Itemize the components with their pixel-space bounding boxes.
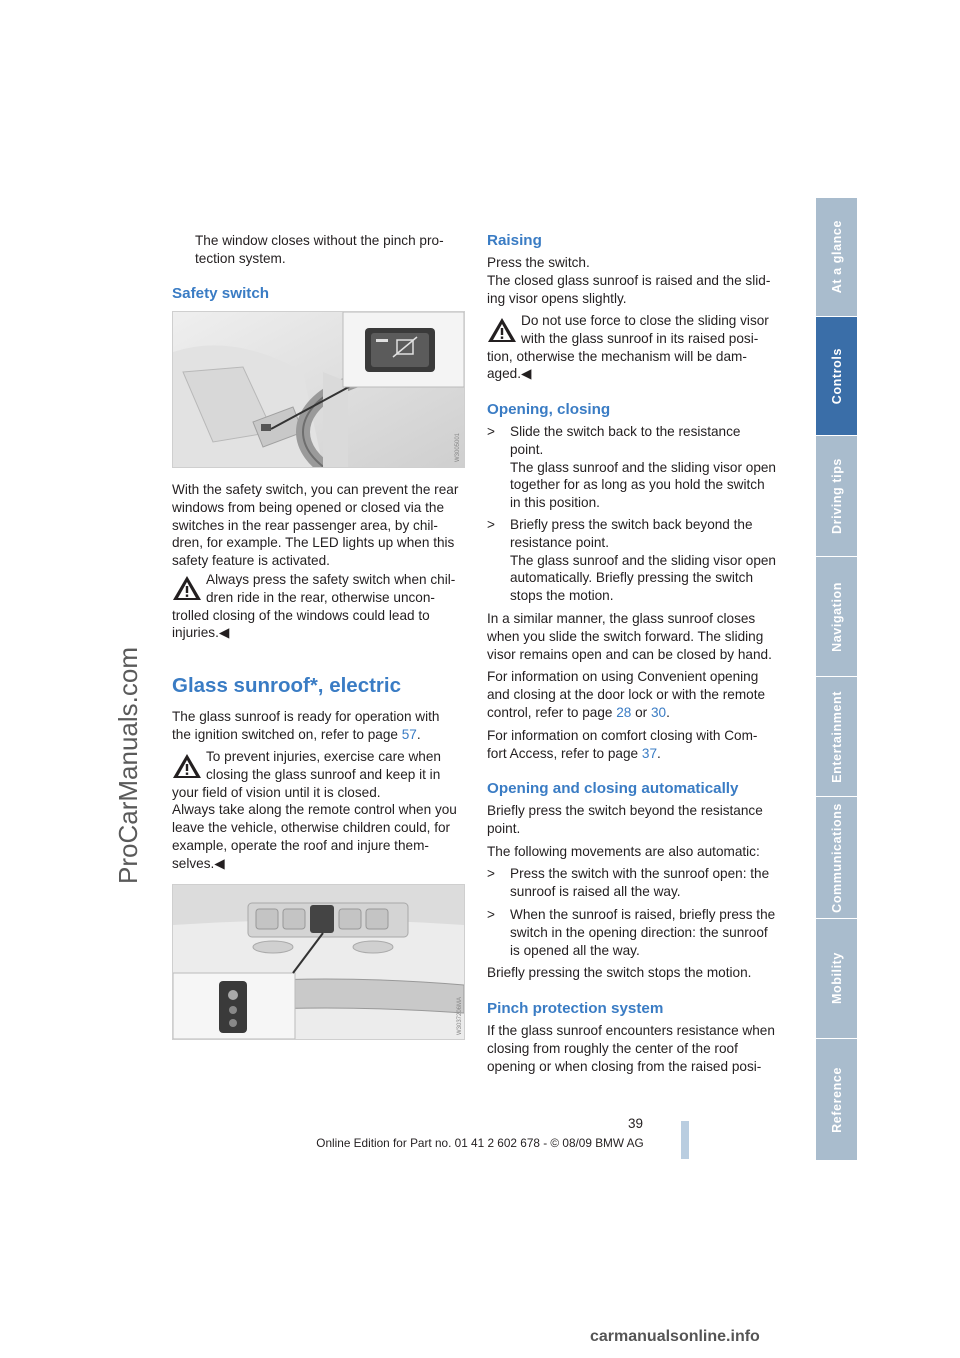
punct: . (657, 745, 661, 761)
line: leave the vehicle, otherwise children could, for (172, 820, 451, 836)
pinch-body (487, 1022, 779, 1075)
intro-text (195, 232, 464, 268)
line: Slide the switch back to the resistance (510, 424, 741, 439)
line: automatically. Briefly pressing the switch (510, 570, 754, 586)
line: Do not use force to close the sliding visor (521, 313, 769, 328)
line: Press the switch with the sunroof open: the (510, 866, 770, 881)
list-item-text (510, 865, 779, 901)
bullet: > (487, 907, 495, 922)
tab-entertainment[interactable] (816, 677, 857, 796)
footer-text: Online Edition for Part no. 01 41 2 602 678 - © 08/09 BMW AG (316, 1136, 644, 1150)
line: sunroof is raised all the way. (510, 883, 681, 899)
line: The glass sunroof is ready for operation with (172, 709, 440, 724)
line: closing from roughly the center of the roof (487, 1040, 738, 1056)
line: dren ride in the rear, otherwise uncon- (206, 589, 435, 605)
line: tion, otherwise the mechanism will be dam- (487, 348, 747, 364)
page-link-30[interactable]: 30 (650, 704, 667, 720)
line: closing the glass sunroof and keep it in (206, 766, 441, 782)
line: selves.◀ (172, 855, 225, 871)
auto-body2: The following movements are also automatic: (487, 844, 760, 859)
tab-label: Communications (829, 802, 844, 913)
sunroof-warning (172, 748, 464, 873)
line: For information on comfort closing with Com- (487, 728, 758, 743)
tab-navigation[interactable] (816, 557, 857, 676)
page-link-28[interactable]: 28 (616, 704, 632, 720)
punct: . (666, 704, 670, 720)
line: injuries.◀ (172, 625, 230, 641)
bullet: > (487, 866, 495, 881)
line: The window closes without the pinch pro- (195, 233, 444, 248)
auto-heading: Opening and closing automatically (487, 780, 739, 797)
bullet: > (487, 517, 495, 532)
line: For information on using Convenient opening (487, 669, 759, 684)
line: resistance point. (510, 534, 609, 550)
raising-heading: Raising (487, 232, 542, 249)
safety-switch-photo (172, 311, 465, 468)
line: In a similar manner, the glass sunroof closes (487, 611, 756, 626)
list-item-text (510, 423, 779, 512)
tab-mobility[interactable] (816, 919, 857, 1038)
opening-closing-para2 (487, 668, 779, 721)
list-item-text (510, 516, 779, 605)
line: and closing at the door lock or with the remote (487, 686, 766, 702)
pinch-heading: Pinch protection system (487, 1000, 664, 1017)
tab-label: Mobility (829, 952, 844, 1005)
line: tection system. (195, 250, 286, 266)
list-item-text (510, 906, 779, 959)
line: is opened all the way. (510, 942, 640, 958)
safety-switch-illustration (173, 312, 464, 467)
tab-label: Entertainment (829, 690, 844, 783)
sunroof-switch-illustration (173, 885, 464, 1039)
line: switches in the rear passenger area, by chil- (172, 517, 438, 533)
line: when you slide the switch forward. The sliding (487, 628, 764, 644)
sunroof-switch-photo (172, 884, 465, 1040)
auto-body3: Briefly pressing the switch stops the motion. (487, 965, 752, 980)
line: Always take along the remote control when you (172, 802, 457, 818)
opening-closing-para1 (487, 610, 779, 663)
safety-switch-body (172, 481, 464, 570)
photo-code: W3037206MA (457, 996, 463, 1035)
watermark-text: ProCarManuals.com (112, 646, 143, 884)
safety-switch-heading: Safety switch (172, 285, 270, 302)
tab-label: Navigation (829, 581, 844, 652)
line: dren, for example. The LED lights up when this (172, 535, 455, 551)
raising-body (487, 254, 779, 307)
tab-at-a-glance[interactable] (816, 198, 857, 316)
line: together for as long as you hold the switch (510, 477, 765, 493)
or: or (631, 704, 651, 720)
tab-label: Controls (829, 347, 844, 405)
line: visor remains open and can be closed by hand. (487, 646, 772, 662)
page-number: 39 (628, 1116, 644, 1131)
line: The glass sunroof and the sliding visor open (510, 552, 776, 568)
safety-switch-warning (172, 571, 464, 642)
line: example, operate the roof and injure them- (172, 837, 429, 853)
sunroof-intro (172, 708, 464, 744)
line: The closed glass sunroof is raised and the slid- (487, 272, 771, 288)
tab-label: Driving tips (829, 458, 844, 534)
line: stops the motion. (510, 588, 614, 604)
line: trolled closing of the windows could lead to (172, 607, 430, 623)
photo-code: W3005001 (455, 432, 461, 462)
line: safety feature is activated. (172, 553, 330, 569)
line: point. (487, 820, 521, 836)
line: To prevent injuries, exercise care when (206, 749, 441, 764)
tab-controls[interactable] (816, 317, 857, 435)
line: Press the switch. (487, 255, 590, 270)
line: fort Access, refer to page (487, 745, 642, 761)
bottom-site-watermark: carmanualsonline.info (590, 1328, 760, 1345)
line: control, refer to page (487, 704, 617, 720)
line: If the glass sunroof encounters resistance when (487, 1023, 775, 1038)
tab-label: At a glance (829, 220, 844, 294)
line: aged.◀ (487, 366, 532, 382)
line: in this position. (510, 495, 600, 511)
auto-body1 (487, 802, 779, 838)
opening-closing-heading: Opening, closing (487, 401, 611, 418)
tab-communications[interactable] (816, 797, 857, 918)
tab-label: Reference (829, 1066, 844, 1133)
page-link-57[interactable]: 57 (401, 726, 417, 742)
sunroof-heading: Glass sunroof*, electric (172, 674, 402, 697)
line: With the safety switch, you can prevent the rear (172, 482, 459, 497)
line: windows from being opened or closed via the (172, 499, 445, 515)
line: Briefly press the switch beyond the resistance (487, 803, 763, 818)
line: ing visor opens slightly. (487, 290, 627, 306)
opening-closing-para3 (487, 727, 779, 763)
line: The glass sunroof and the sliding visor open (510, 459, 776, 475)
line: your field of vision until it is closed. (172, 784, 381, 800)
line: the ignition switched on, refer to page (172, 726, 402, 742)
line: Briefly press the switch back beyond the (510, 517, 753, 532)
tab-driving-tips[interactable] (816, 436, 857, 556)
line: switch in the opening direction: the sunroof (510, 924, 768, 940)
bullet: > (487, 424, 495, 439)
tab-reference[interactable] (816, 1039, 857, 1160)
page-link-37[interactable]: 37 (641, 745, 658, 761)
line: When the sunroof is raised, briefly press the (510, 907, 776, 922)
line: Always press the safety switch when chil- (206, 572, 456, 587)
line: opening or when closing from the raised posi- (487, 1058, 762, 1074)
line: point. (510, 441, 544, 457)
punct: . (416, 726, 421, 742)
line: with the glass sunroof in its raised posi- (521, 330, 759, 346)
watermark (106, 555, 150, 975)
raising-warning (487, 312, 779, 383)
